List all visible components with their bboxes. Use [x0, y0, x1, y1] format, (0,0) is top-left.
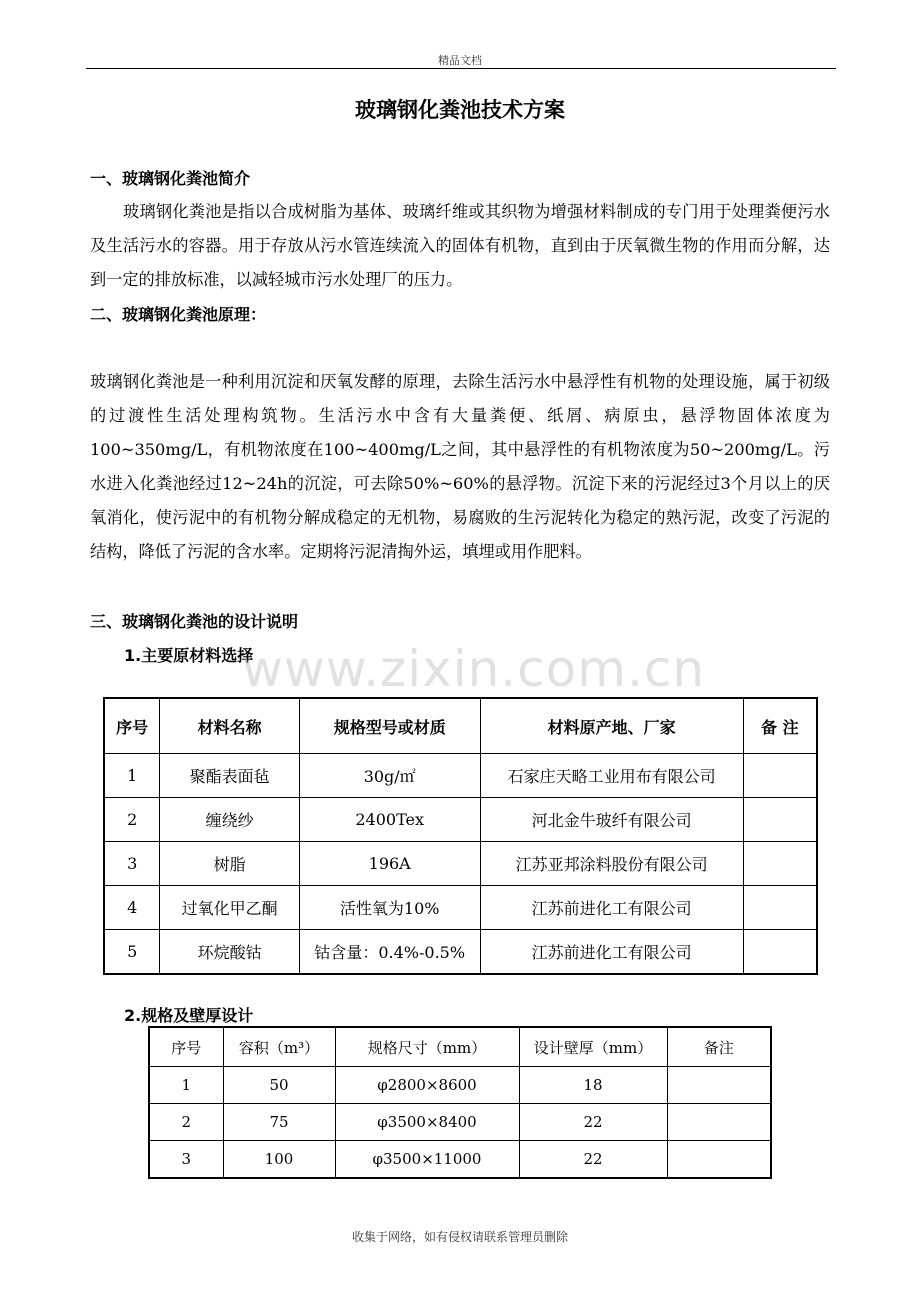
intro-paragraph: 玻璃钢化粪池是指以合成树脂为基体、玻璃纤维或其织物为增强材料制成的专门用于处理粪便污水及生活污水的容器。用于存放从污水管连续流入的固体有机物，直到由于厌氧微生物的作用而分解，达到一定的排放标准，以减轻城市污水处理厂的压力。	[90, 202, 830, 289]
table-row	[104, 930, 817, 975]
section-heading-intro: 一、玻璃钢化粪池简介	[90, 169, 251, 188]
table-cell: 2400Tex	[299, 798, 480, 842]
table-cell: 河北金牛玻纤有限公司	[480, 798, 743, 842]
table-cell: 22	[519, 1141, 667, 1179]
table-cell: 2	[104, 798, 160, 842]
table-cell: 缠绕纱	[160, 798, 300, 842]
table-row	[104, 798, 817, 842]
table-cell: 树脂	[160, 842, 300, 886]
section-heading-principle: 二、玻璃钢化粪池原理：	[90, 305, 267, 324]
table-cell	[667, 1104, 771, 1141]
principle-paragraph: 玻璃钢化粪池是一种利用沉淀和厌氧发酵的原理，去除生活污水中悬浮性有机物的处理设施，属于初级的过渡性生活处理构筑物。生活污水中含有大量粪便、纸屑、病原虫，悬浮物固体浓度为100~350mg/L，有机物浓度在100~400mg/L之间，其中悬浮性的有机物浓度为50~200mg/L。污水进入化粪池经过12~24h的沉淀，可去除50%~60%的悬浮物。沉淀下来的污泥经过3个月以上的厌氧消化，使污泥中的有机物分解成稳定的无机物，易腐败的生污泥转化为稳定的熟污泥，改变了污泥的结构，降低了污泥的含水率。定期将污泥清掏外运，填埋或用作肥料。	[90, 372, 830, 561]
table-cell	[743, 842, 817, 886]
table-cell: 钴含量：0.4%-0.5%	[299, 930, 480, 975]
specs-subheading: 2.规格及壁厚设计	[124, 1006, 254, 1025]
table-cell: 30g/㎡	[299, 754, 480, 798]
table-header-row	[149, 1027, 771, 1067]
table-header-row	[104, 698, 817, 754]
page-footer-text: 收集于网络，如有侵权请联系管理员删除	[351, 1230, 568, 1244]
table-cell: φ3500×8400	[335, 1104, 519, 1141]
document-title: 玻璃钢化粪池技术方案	[355, 98, 565, 122]
header-cell-spec: 规格型号或材质	[299, 698, 480, 754]
table-cell: 3	[104, 842, 160, 886]
table-cell: 5	[104, 930, 160, 975]
table-cell	[743, 930, 817, 975]
specs-table	[148, 1026, 772, 1179]
table-cell: 石家庄天略工业用布有限公司	[480, 754, 743, 798]
table-row	[149, 1104, 771, 1141]
table-cell	[667, 1141, 771, 1179]
header-divider	[86, 68, 836, 69]
header-cell-origin: 材料原产地、厂家	[480, 698, 743, 754]
table-cell: φ2800×8600	[335, 1067, 519, 1104]
table-cell	[743, 798, 817, 842]
table-cell: 100	[223, 1141, 335, 1179]
table-cell: 江苏亚邦涂料股份有限公司	[480, 842, 743, 886]
header-cell-remarks: 备 注	[743, 698, 817, 754]
table-cell: φ3500×11000	[335, 1141, 519, 1179]
header-cell-material: 材料名称	[160, 698, 300, 754]
table-cell: 196A	[299, 842, 480, 886]
table-cell: 75	[223, 1104, 335, 1141]
table-cell	[743, 754, 817, 798]
table-cell	[743, 886, 817, 930]
table-cell: 1	[104, 754, 160, 798]
table-cell: 4	[104, 886, 160, 930]
table-cell: 江苏前进化工有限公司	[480, 930, 743, 975]
table-row	[149, 1067, 771, 1104]
section-heading-design: 三、玻璃钢化粪池的设计说明	[90, 612, 299, 631]
materials-subheading: 1.主要原材料选择	[124, 646, 254, 665]
header-cell-size: 规格尺寸（mm）	[335, 1027, 519, 1067]
table-cell: 50	[223, 1067, 335, 1104]
table-cell: 过氧化甲乙酮	[160, 886, 300, 930]
table-cell: 江苏前进化工有限公司	[480, 886, 743, 930]
page-header-text: 精品文档	[438, 54, 482, 67]
table-row	[104, 754, 817, 798]
header-cell-wall-thickness: 设计壁厚（mm）	[519, 1027, 667, 1067]
table-cell: 1	[149, 1067, 223, 1104]
materials-table	[103, 697, 818, 975]
table-cell: 22	[519, 1104, 667, 1141]
watermark: www.zixin.com.cn	[242, 640, 706, 698]
table-cell: 18	[519, 1067, 667, 1104]
table-cell: 2	[149, 1104, 223, 1141]
header-cell-remarks: 备注	[667, 1027, 771, 1067]
table-cell: 3	[149, 1141, 223, 1179]
header-cell-index: 序号	[149, 1027, 223, 1067]
table-cell: 聚酯表面毡	[160, 754, 300, 798]
table-cell	[667, 1067, 771, 1104]
table-row	[104, 842, 817, 886]
table-row	[149, 1141, 771, 1179]
header-cell-index: 序号	[104, 698, 160, 754]
header-cell-volume: 容积（m³）	[223, 1027, 335, 1067]
table-cell: 环烷酸钴	[160, 930, 300, 975]
table-cell: 活性氧为10%	[299, 886, 480, 930]
table-row	[104, 886, 817, 930]
